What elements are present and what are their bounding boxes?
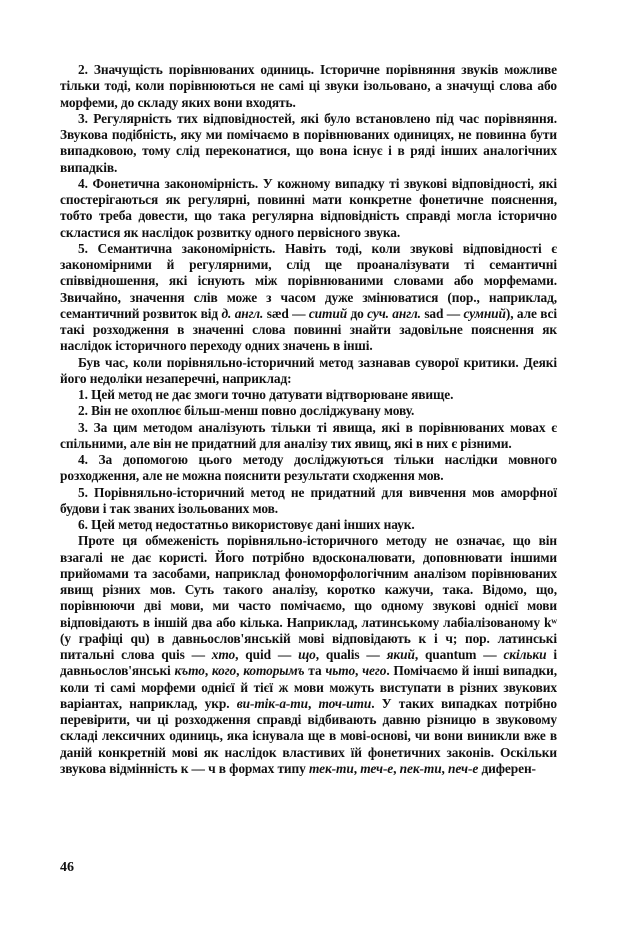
list-item-3: 3. За цим методом аналізують тільки ті явища, які в порівнюваних мовах є спільними, але він не придатний для аналізу тих явищ, які в них є різними.: [60, 419, 557, 451]
paragraph-5-semantic: 5. Семантична закономірність. Навіть тоді, коли звукові відповідності є закономірними й регулярними, слід ще проаналізувати ті семантичні співвідношення, які існують між порівнюваними словами або морфемами. Звичайно, значення слів може з часом дуже змінюватися (пор., наприклад, семантичний розвиток від д. англ. sæd — ситий до суч. англ. sad — сумний), але всі такі розходження в значенні слова повинні знайти задовільне пояснення як наслідок історичного переходу одних значень в інші.: [60, 240, 557, 354]
list-item-1: 1. Цей метод не дає змоги точно датувати відтворюване явище.: [78, 387, 454, 402]
page-text: [60, 62, 557, 777]
paragraph-2-significance: 2. Значущість порівнюваних одиниць. Історичне порівняння звуків можливе тільки тоді, коли порівнюються не самі ці звуки ізольовано, а значущі слова або морфеми, до складу яких вони входять.: [60, 62, 557, 110]
paragraph-however: Проте ця обмеженість порівняльно-історичного методу не означає, що він взагалі не дає користі. Його потрібно вдосконалювати, доповнювати іншими прийомами та засобами, наприклад фономорфологічним аналізом порівнюваних явищ різних мов. Суть такого аналізу, коротко кажучи, така. Відомо, що, порівнюючи дві мови, ми часто помічаємо, що одному звукові однієї мови відповідають в іншій два або кілька. Наприклад, латинському лабіалізованому kʷ (у графіці qu) в давньослов'янській мові відповідають к і ч; пор. латинські питальні слова quis — хто, quid — що, qualis — який, quantum — скільки і давньослов'янські къто, кого, которымъ та чьто, чего. Помічаємо й інші випадки, коли ті самі морфеми однієї й тієї ж мови можуть виступати в різних звукових варіантах, наприклад, укр. ви-тік-а-ти, точ-ити. У таких випадках потрібно перевірити, чи ці розходження справді відбивають давню різницю в звуковому складі лексичних одиниць, яка існувала ще в мові-основі, чи вони виникли вже в даній конкретній мові як наслідок властивих їй фонетичних законів. Оскільки звукова відмінність к — ч в формах типу тек-ти, теч-е, пек-ти, печ-е диферен-: [60, 533, 558, 776]
list-item-2: 2. Він не охоплює більш-менш повно досліджувану мову.: [78, 403, 415, 419]
list-item-4: 4. За допомогою цього методу досліджуються тільки наслідки мовного розходження, але не можна пояснити результати сходження мов.: [60, 452, 557, 484]
paragraph-4-phonetic: 4. Фонетична закономірність. У кожному випадку ті звукові відповідності, які спостерігаються як регулярні, повинні мати конкретне фонетичне пояснення, тобто треба довести, що така регулярна відповідність справді могла історично скластися як наслідок розвитку одного первісного звука.: [60, 175, 557, 240]
list-item-5: 5. Порівняльно-історичний метод не придатний для вивчення мов аморфної будови і так званих ізольованих мов.: [60, 484, 557, 516]
paragraph-criticism: Був час, коли порівняльно-історичний метод зазнавав суворої критики. Деякі його недоліки незаперечні, наприклад:: [60, 354, 557, 386]
page-number: 46: [60, 860, 74, 875]
list-item-6: 6. Цей метод недостатньо використовує дані інших наук.: [78, 517, 415, 532]
paragraph-3-regularity: 3. Регулярність тих відповідностей, які було встановлено під час порівняння. Звукова подібність, яку ми помічаємо в порівнюваних одиницях, не повинна бути випадковою, тому слід переконатися, що вона існує і в ряді інших аналогічних випадків.: [60, 110, 557, 175]
